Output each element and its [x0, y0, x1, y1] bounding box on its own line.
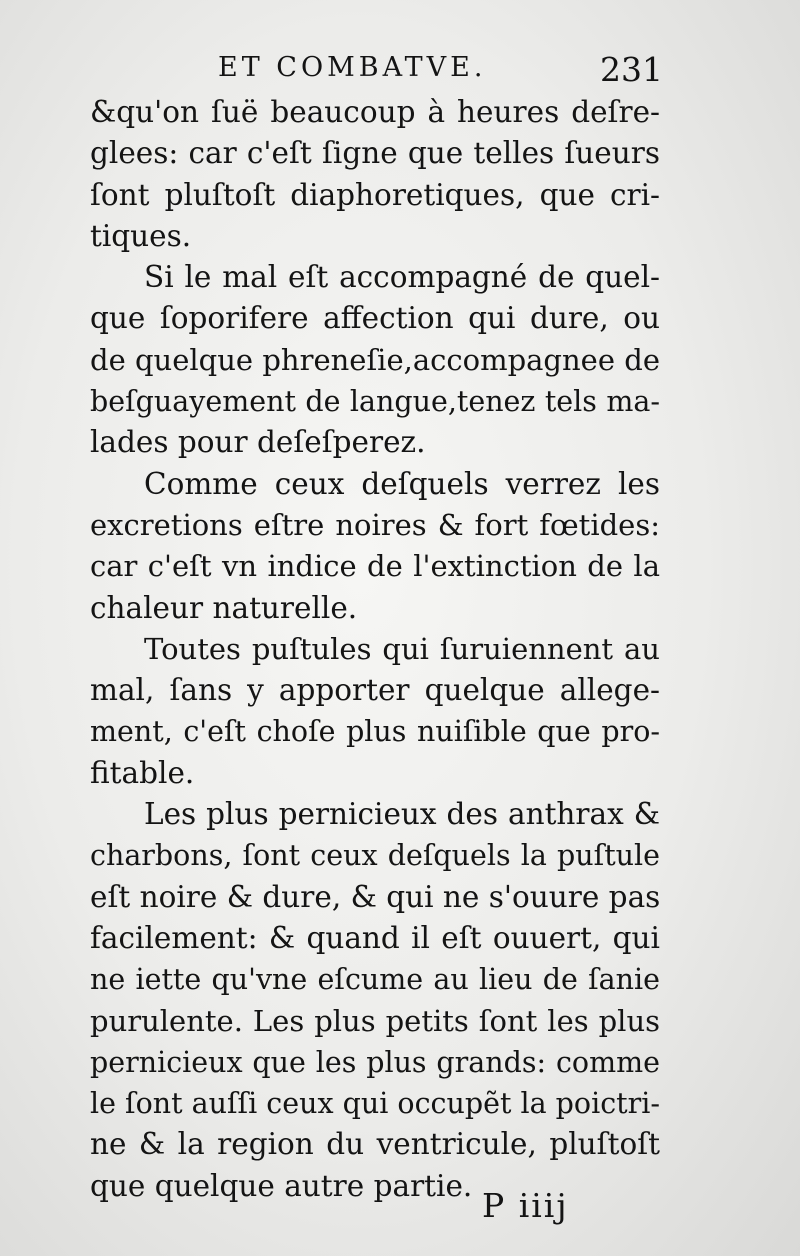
text-line: ne iette qu'vne eſcume au lieu de ſanie: [90, 963, 660, 997]
text-line: que ſoporifere affection qui dure, ou: [90, 301, 660, 336]
text-line: purulente. Les plus petits ſont les plus: [90, 1003, 660, 1038]
text-line: tiques.: [90, 218, 192, 253]
text-line: mal, ſans y apporter quelque allege-: [90, 673, 660, 708]
text-line: Comme ceux deſquels verrez les: [144, 466, 660, 501]
text-line: fitable.: [90, 755, 195, 790]
page-header: [0, 52, 800, 92]
text-line: chaleur naturelle.: [90, 590, 358, 625]
text-line: charbons, ſont ceux deſquels la puſtule: [90, 839, 660, 873]
signature-mark: P iiij: [482, 1186, 569, 1225]
text-line: que quelque autre partie.: [90, 1168, 473, 1203]
text-line: Les plus pernicieux des anthrax &: [144, 797, 660, 832]
text-line: car c'eſt vn indice de l'extinction de la: [90, 549, 660, 584]
text-line: Si le mal eſt accompagné de quel-: [144, 260, 660, 295]
body-text: [90, 92, 660, 1207]
text-line: ne & la region du ventricule, pluſtoſt: [90, 1127, 660, 1162]
text-line: lades pour deſeſperez.: [90, 425, 426, 460]
text-line: pernicieux que les plus grands: comme: [90, 1045, 660, 1079]
text-line: excretions eſtre noires & fort fœtides:: [90, 507, 660, 542]
text-line: le ſont auſſi ceux qui occupẽt la poictri-: [90, 1087, 660, 1121]
text-line: de quelque phreneſie,accompagnee de: [90, 342, 660, 377]
text-line: ſont pluſtoſt diaphoretiques, que cri-: [90, 177, 660, 212]
text-line: beſguayement de langue,tenez tels ma-: [90, 385, 660, 419]
running-head: ET COMBATVE.: [218, 52, 487, 83]
text-line: eſt noire & dure, & qui ne s'ouure pas: [90, 879, 661, 914]
text-line: facilement: & quand il eſt ouuert, qui: [90, 920, 660, 955]
text-line: Toutes puſtules qui ſuruiennent au: [144, 631, 660, 666]
text-line: glees: car c'eſt ſigne que telles ſueurs: [90, 136, 660, 171]
text-line: ment, c'eſt choſe plus nuiſible que pro-: [90, 715, 660, 749]
text-line: &qu'on ſuë beaucoup à heures deſre-: [90, 95, 660, 129]
page-number: 231: [600, 50, 663, 89]
